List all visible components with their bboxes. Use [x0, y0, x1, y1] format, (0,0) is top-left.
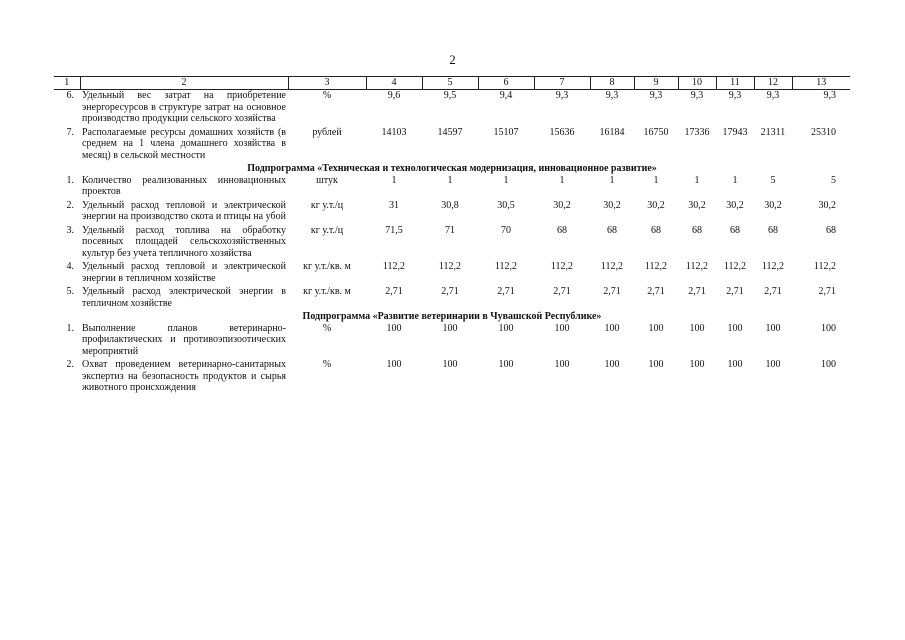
column-header: 4 — [366, 77, 422, 90]
value-cell: 2,71 — [688, 286, 706, 297]
column-header: 7 — [534, 77, 590, 90]
value-cell: 30,2 — [726, 199, 744, 211]
value-cell: 100 — [689, 359, 705, 370]
value-cell: 2,71 — [726, 286, 744, 297]
value-cell: 68 — [768, 224, 778, 236]
subprogram-title: Подпрограмма «Развитие ветеринарии в Чувашской Республике» — [302, 311, 602, 322]
value-cell: 2,71 — [441, 286, 459, 297]
value-cell: 70 — [501, 224, 511, 236]
indicator-name: Располагаемые ресурсы домашних хозяйств (в среднем на 1 члена домашнего хозяйства в месяц) в сельской местности — [82, 126, 286, 161]
value-cell: 16750 — [643, 126, 669, 138]
value-cell: 68 — [607, 224, 617, 236]
value-cell: 9,3 — [605, 90, 619, 101]
table-row — [54, 175, 850, 198]
value-cell: 112,2 — [761, 261, 785, 272]
indicators-table — [54, 76, 850, 396]
column-header: 9 — [634, 77, 678, 90]
value-cell: 14103 — [381, 126, 407, 138]
value-cell: 112,2 — [813, 261, 836, 272]
table-row — [54, 225, 850, 260]
row-number: 2. — [66, 199, 74, 211]
value-cell: 100 — [604, 359, 620, 370]
value-cell: 112,2 — [382, 261, 406, 272]
column-header: 2 — [80, 77, 288, 90]
value-cell: 100 — [604, 322, 620, 334]
value-cell: 100 — [554, 359, 570, 370]
value-cell: 71 — [445, 224, 455, 236]
unit-cell: кг у.т./кв. м — [303, 261, 351, 272]
indicator-name: Выполнение планов ветеринарно-профилактических и противоэпизоотических мероприятий — [82, 322, 286, 357]
table-body — [54, 77, 850, 396]
column-header-row — [54, 77, 850, 90]
value-cell: 30,2 — [603, 199, 621, 211]
value-cell: 112,2 — [494, 261, 518, 272]
row-number: 1. — [66, 174, 74, 186]
value-cell: 17336 — [684, 126, 710, 138]
unit-cell: кг у.т./ц — [310, 224, 344, 236]
value-cell: 100 — [442, 322, 458, 334]
value-cell: 68 — [557, 224, 567, 236]
table-row — [54, 359, 850, 394]
value-cell: 1 — [391, 174, 397, 186]
value-cell: 9,4 — [499, 90, 513, 101]
unit-cell: % — [322, 359, 332, 370]
indicator-name: Количество реализованных инновационных проектов — [82, 174, 286, 197]
column-header: 6 — [478, 77, 534, 90]
value-cell: 15636 — [549, 126, 575, 138]
column-header: 10 — [678, 77, 716, 90]
value-cell: 25310 — [811, 126, 836, 138]
value-cell: 17943 — [722, 126, 748, 138]
row-number: 6. — [66, 90, 74, 101]
indicator-name: Охват проведением ветеринарно-санитарных экспертиз на безопасность продуктов и сырья животного происхождения — [82, 359, 286, 393]
value-cell: 30,2 — [553, 199, 571, 211]
value-cell: 9,3 — [766, 90, 780, 101]
row-gap-cell — [54, 394, 850, 396]
unit-cell: штук — [316, 174, 338, 186]
value-cell: 15107 — [493, 126, 519, 138]
value-cell: 112,2 — [550, 261, 574, 272]
indicator-name: Удельный расход электрической энергии в тепличном хозяйстве — [82, 286, 286, 309]
page-number: 2 — [449, 52, 456, 67]
value-cell: 1 — [732, 174, 738, 186]
table-row — [54, 261, 850, 284]
value-cell: 100 — [386, 322, 402, 334]
value-cell: 14597 — [437, 126, 463, 138]
table-row — [54, 90, 850, 125]
value-cell: 68 — [826, 224, 836, 236]
value-cell: 30,2 — [818, 199, 836, 211]
value-cell: 100 — [554, 322, 570, 334]
value-cell: 16184 — [599, 126, 625, 138]
value-cell: 1 — [559, 174, 565, 186]
value-cell: 2,71 — [497, 286, 515, 297]
row-number: 5. — [66, 286, 74, 297]
value-cell: 2,71 — [553, 286, 571, 297]
value-cell: 2,71 — [764, 286, 782, 297]
column-header: 13 — [792, 77, 850, 90]
value-cell: 1 — [609, 174, 615, 186]
value-cell: 100 — [498, 359, 514, 370]
value-cell: 5 — [831, 174, 836, 186]
column-header: 5 — [422, 77, 478, 90]
value-cell: 30,2 — [764, 199, 782, 211]
value-cell: 100 — [498, 322, 514, 334]
value-cell: 100 — [648, 359, 664, 370]
value-cell: 1 — [447, 174, 453, 186]
value-cell: 9,6 — [387, 90, 401, 101]
value-cell: 30,2 — [647, 199, 665, 211]
value-cell: 112,2 — [644, 261, 668, 272]
value-cell: 5 — [770, 174, 776, 186]
row-number: 4. — [66, 261, 74, 272]
value-cell: 112,2 — [723, 261, 747, 272]
table-row — [54, 127, 850, 162]
value-cell: 9,3 — [690, 90, 704, 101]
value-cell: 1 — [503, 174, 509, 186]
value-cell: 31 — [389, 199, 399, 211]
row-number: 7. — [66, 126, 74, 138]
value-cell: 71,5 — [385, 224, 403, 236]
value-cell: 68 — [730, 224, 740, 236]
value-cell: 100 — [727, 359, 743, 370]
unit-cell: рублей — [312, 126, 342, 138]
value-cell: 9,5 — [443, 90, 457, 101]
value-cell: 9,3 — [555, 90, 569, 101]
unit-cell: кг у.т./кв. м — [303, 286, 351, 297]
value-cell: 100 — [689, 322, 705, 334]
value-cell: 9,3 — [823, 90, 836, 101]
value-cell: 112,2 — [685, 261, 709, 272]
value-cell: 100 — [765, 359, 781, 370]
column-header: 1 — [54, 77, 80, 90]
value-cell: 21311 — [760, 126, 786, 138]
value-cell: 100 — [386, 359, 402, 370]
column-header: 11 — [716, 77, 754, 90]
column-header: 8 — [590, 77, 634, 90]
value-cell: 112,2 — [438, 261, 462, 272]
subprogram-heading-row — [54, 163, 850, 175]
value-cell: 30,5 — [497, 199, 515, 211]
value-cell: 1 — [653, 174, 659, 186]
value-cell: 1 — [694, 174, 700, 186]
table-row — [54, 286, 850, 309]
value-cell: 68 — [692, 224, 702, 236]
value-cell: 100 — [821, 322, 836, 334]
row-gap — [54, 394, 850, 396]
column-header: 3 — [288, 77, 366, 90]
value-cell: 100 — [765, 322, 781, 334]
indicator-name: Удельный расход тепловой и электрической энергии в тепличном хозяйстве — [82, 261, 286, 284]
value-cell: 100 — [442, 359, 458, 370]
value-cell: 30,2 — [688, 199, 706, 211]
value-cell: 100 — [821, 359, 836, 370]
value-cell: 2,71 — [647, 286, 665, 297]
value-cell: 2,71 — [818, 286, 836, 297]
value-cell: 9,3 — [649, 90, 663, 101]
row-number: 1. — [66, 322, 74, 334]
row-number: 3. — [66, 224, 74, 236]
table-row — [54, 200, 850, 223]
value-cell: 100 — [727, 322, 743, 334]
column-header: 12 — [754, 77, 792, 90]
unit-cell: кг у.т./ц — [310, 199, 344, 211]
subprogram-title: Подпрограмма «Техническая и технологическая модернизация, инновационное развитие» — [247, 163, 657, 174]
value-cell: 2,71 — [385, 286, 403, 297]
value-cell: 30,8 — [441, 199, 459, 211]
table-row — [54, 323, 850, 358]
unit-cell: % — [322, 322, 332, 334]
value-cell: 112,2 — [600, 261, 624, 272]
value-cell: 100 — [648, 322, 664, 334]
row-number: 2. — [66, 359, 74, 370]
indicator-name: Удельный расход тепловой и электрической энергии на производство скота и птицы на убой — [82, 199, 286, 222]
subprogram-heading-row — [54, 311, 850, 323]
value-cell: 9,3 — [728, 90, 742, 101]
indicator-name: Удельный вес затрат на приобретение энергоресурсов в структуре затрат на основное производство продукции сельского хозяйства — [82, 90, 286, 124]
unit-cell: % — [322, 90, 332, 101]
indicator-name: Удельный расход топлива на обработку посевных площадей сельскохозяйственных культур без учета тепличного хозяйства — [82, 224, 286, 259]
value-cell: 2,71 — [603, 286, 621, 297]
value-cell: 68 — [651, 224, 661, 236]
